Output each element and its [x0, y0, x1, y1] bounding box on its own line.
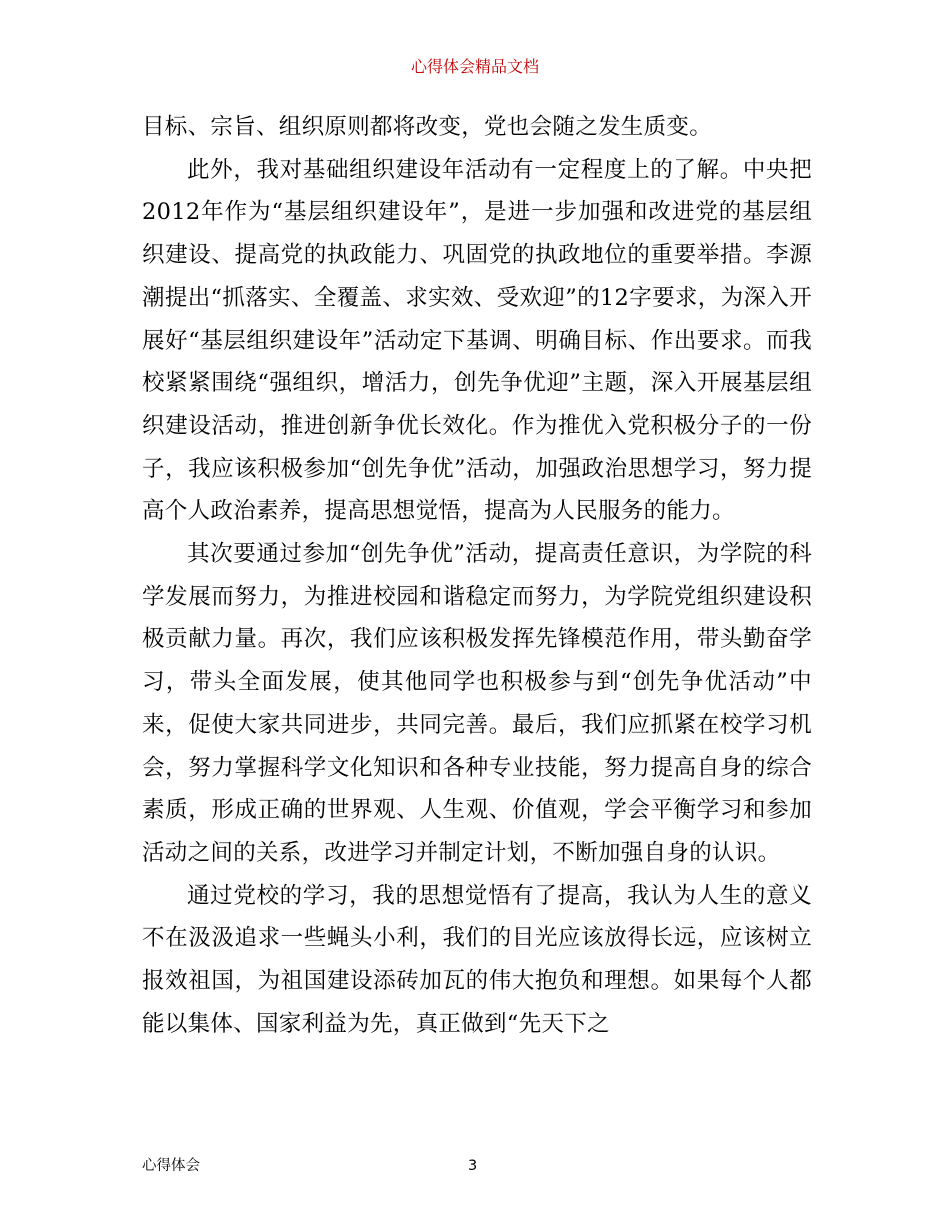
- footer-label: 心得体会: [142, 1158, 200, 1174]
- paragraph: 此外，我对基础组织建设年活动有一定程度上的了解。中央把2012年作为“基层组织建设年”，是进一步加强和改进党的基层组织建设、提高党的执政能力、巩固党的执政地位的重要举措。李源潮提出“抓落实、全覆盖、求实效、受欢迎”的12字要求，为深入开展好“基层组织建设年”活动定下基调、明确目标、作出要求。而我校紧紧围绕“强组织，增活力，创先争优迎”主题，深入开展基层组织建设活动，推进创新争优长效化。作为推优入党积极分子的一份子，我应该积极参加“创先争优”活动，加强政治思想学习，努力提高个人政治素养，提高思想觉悟，提高为人民服务的能力。: [142, 156, 812, 525]
- paragraph-continuation: 目标、宗旨、组织原则都将改变，党也会随之发生质变。: [142, 114, 713, 140]
- document-body: [142, 106, 812, 1045]
- paragraph: 通过党校的学习，我的思想觉悟有了提高，我认为人生的意义不在汲汲追求一些蝇头小利，我们的目光应该放得长远，应该树立报效祖国，为祖国建设添砖加瓦的伟大抱负和理想。如果每个人都能以集体、国家利益为先，真正做到“先天下之: [142, 882, 812, 1037]
- page-footer: [142, 1156, 812, 1176]
- page-header: 心得体会精品文档: [410, 57, 539, 76]
- paragraph: 其次要通过参加“创先争优”活动，提高责任意识，为学院的科学发展而努力，为推进校园和谐稳定而努力，为学院党组织建设积极贡献力量。再次，我们应该积极发挥先锋模范作用，带头勤奋学习，带头全面发展，使其他同学也积极参与到“创先争优活动”中来，促使大家共同进步，共同完善。最后，我们应抓紧在校学习机会，努力掌握科学文化知识和各种专业技能，努力提高自身的综合素质，形成正确的世界观、人生观、价值观，学会平衡学习和参加活动之间的关系，改进学习并制定计划，不断加强自身的认识。: [142, 541, 812, 866]
- page-number: 3: [468, 1158, 478, 1174]
